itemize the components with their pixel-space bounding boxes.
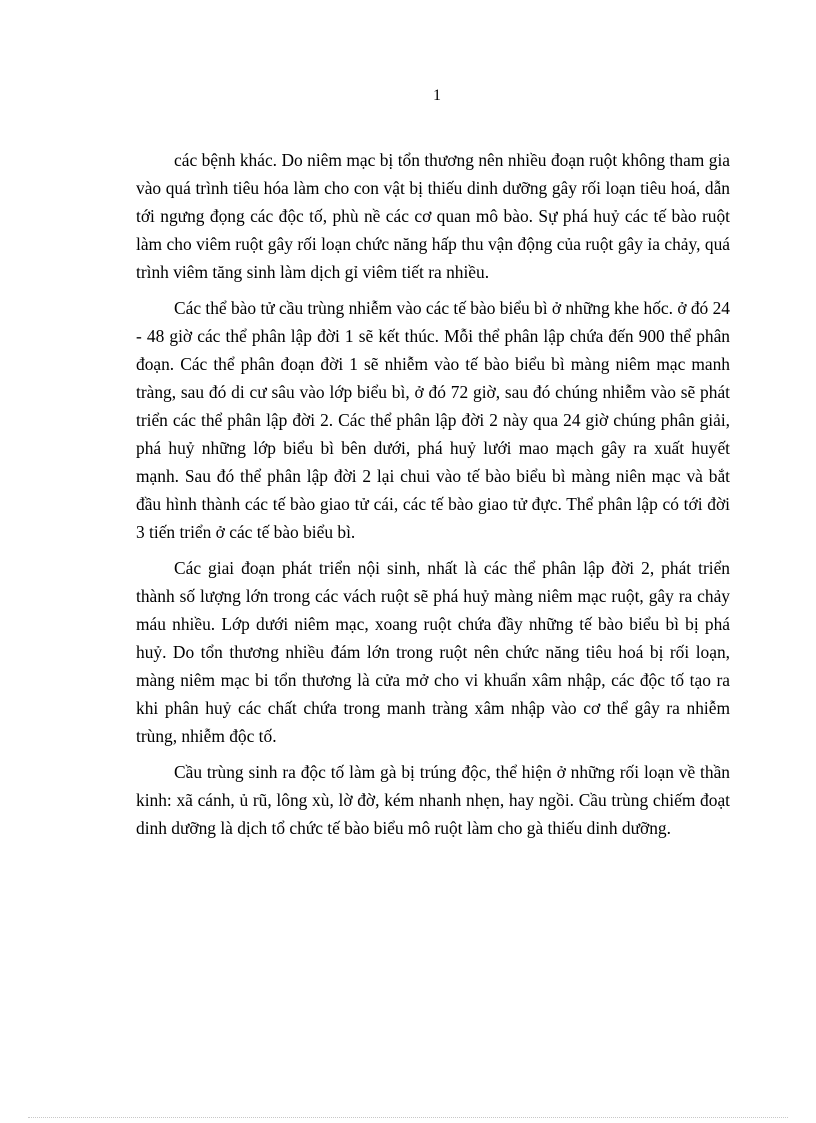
body-text [136,146,730,850]
paragraph-1: các bệnh khác. Do niêm mạc bị tổn thương nên nhiều đoạn ruột không tham gia vào quá trình tiêu hóa làm cho con vật bị thiếu dinh dưỡng gây rối loạn tiêu hoá, dẫn tới ngưng đọng các độc tố, phù nề các cơ quan mô bào. Sự phá huỷ các tế bào ruột làm cho viêm ruột gây rối loạn chức năng hấp thu vận động của ruột gây ỉa chảy, quá trình viêm tăng sinh làm dịch gỉ viêm tiết ra nhiều. [136,150,730,282]
paragraph-2: Các thể bào tử cầu trùng nhiễm vào các tế bào biểu bì ở những khe hốc. ở đó 24 - 48 giờ các thể phân lập đời 1 sẽ kết thúc. Mỗi thể phân lập chứa đến 900 thể phân đoạn. Các thể phân đoạn đời 1 sẽ nhiễm vào tế bào biểu bì màng niêm mạc manh tràng, sau đó di cư sâu vào lớp biểu bì, ở đó 72 giờ, sau đó chúng nhiễm vào sẽ phát triển các thể phân lập đời 2. Các thể phân lập đời 2 này qua 24 giờ chúng phân giải, phá huỷ những lớp biểu bì bên dưới, phá huỷ lưới mao mạch gây ra xuất huyết mạnh. Sau đó thể phân lập đời 2 lại chui vào tế bào biểu bì màng niên mạc và bắt đầu hình thành các tế bào giao tử cái, các tế bào giao tử đực. Thể phân lập có tới đời 3 tiến triển ở các tế bào biểu bì. [136,298,730,542]
footer-divider [28,1117,788,1118]
paragraph-3: Các giai đoạn phát triển nội sinh, nhất là các thể phân lập đời 2, phát triển thành số lượng lớn trong các vách ruột sẽ phá huỷ màng niêm mạc ruột, gây ra chảy máu nhiều. Lớp dưới niêm mạc, xoang ruột chứa đầy những tế bào biểu bì bị phá huỷ. Do tổn thương nhiều đám lớn trong ruột nên chức năng tiêu hoá bị rối loạn, màng niêm mạc bi tổn thương là cửa mở cho vi khuẩn xâm nhập, các độc tố tạo ra khi phân huỷ các chất chứa trong manh tràng xâm nhập vào cơ thể gây ra nhiễm trùng, nhiễm độc tố. [136,558,730,746]
page-number: 1 [433,87,441,104]
paragraph-4: Cầu trùng sinh ra độc tố làm gà bị trúng độc, thể hiện ở những rối loạn về thần kinh: xã cánh, ủ rũ, lông xù, lờ đờ, kém nhanh nhẹn, hay ngồi. Cầu trùng chiếm đoạt dinh dưỡng là dịch tổ chức tế bào biểu mô ruột làm cho gà thiếu dinh dưỡng. [136,762,730,838]
